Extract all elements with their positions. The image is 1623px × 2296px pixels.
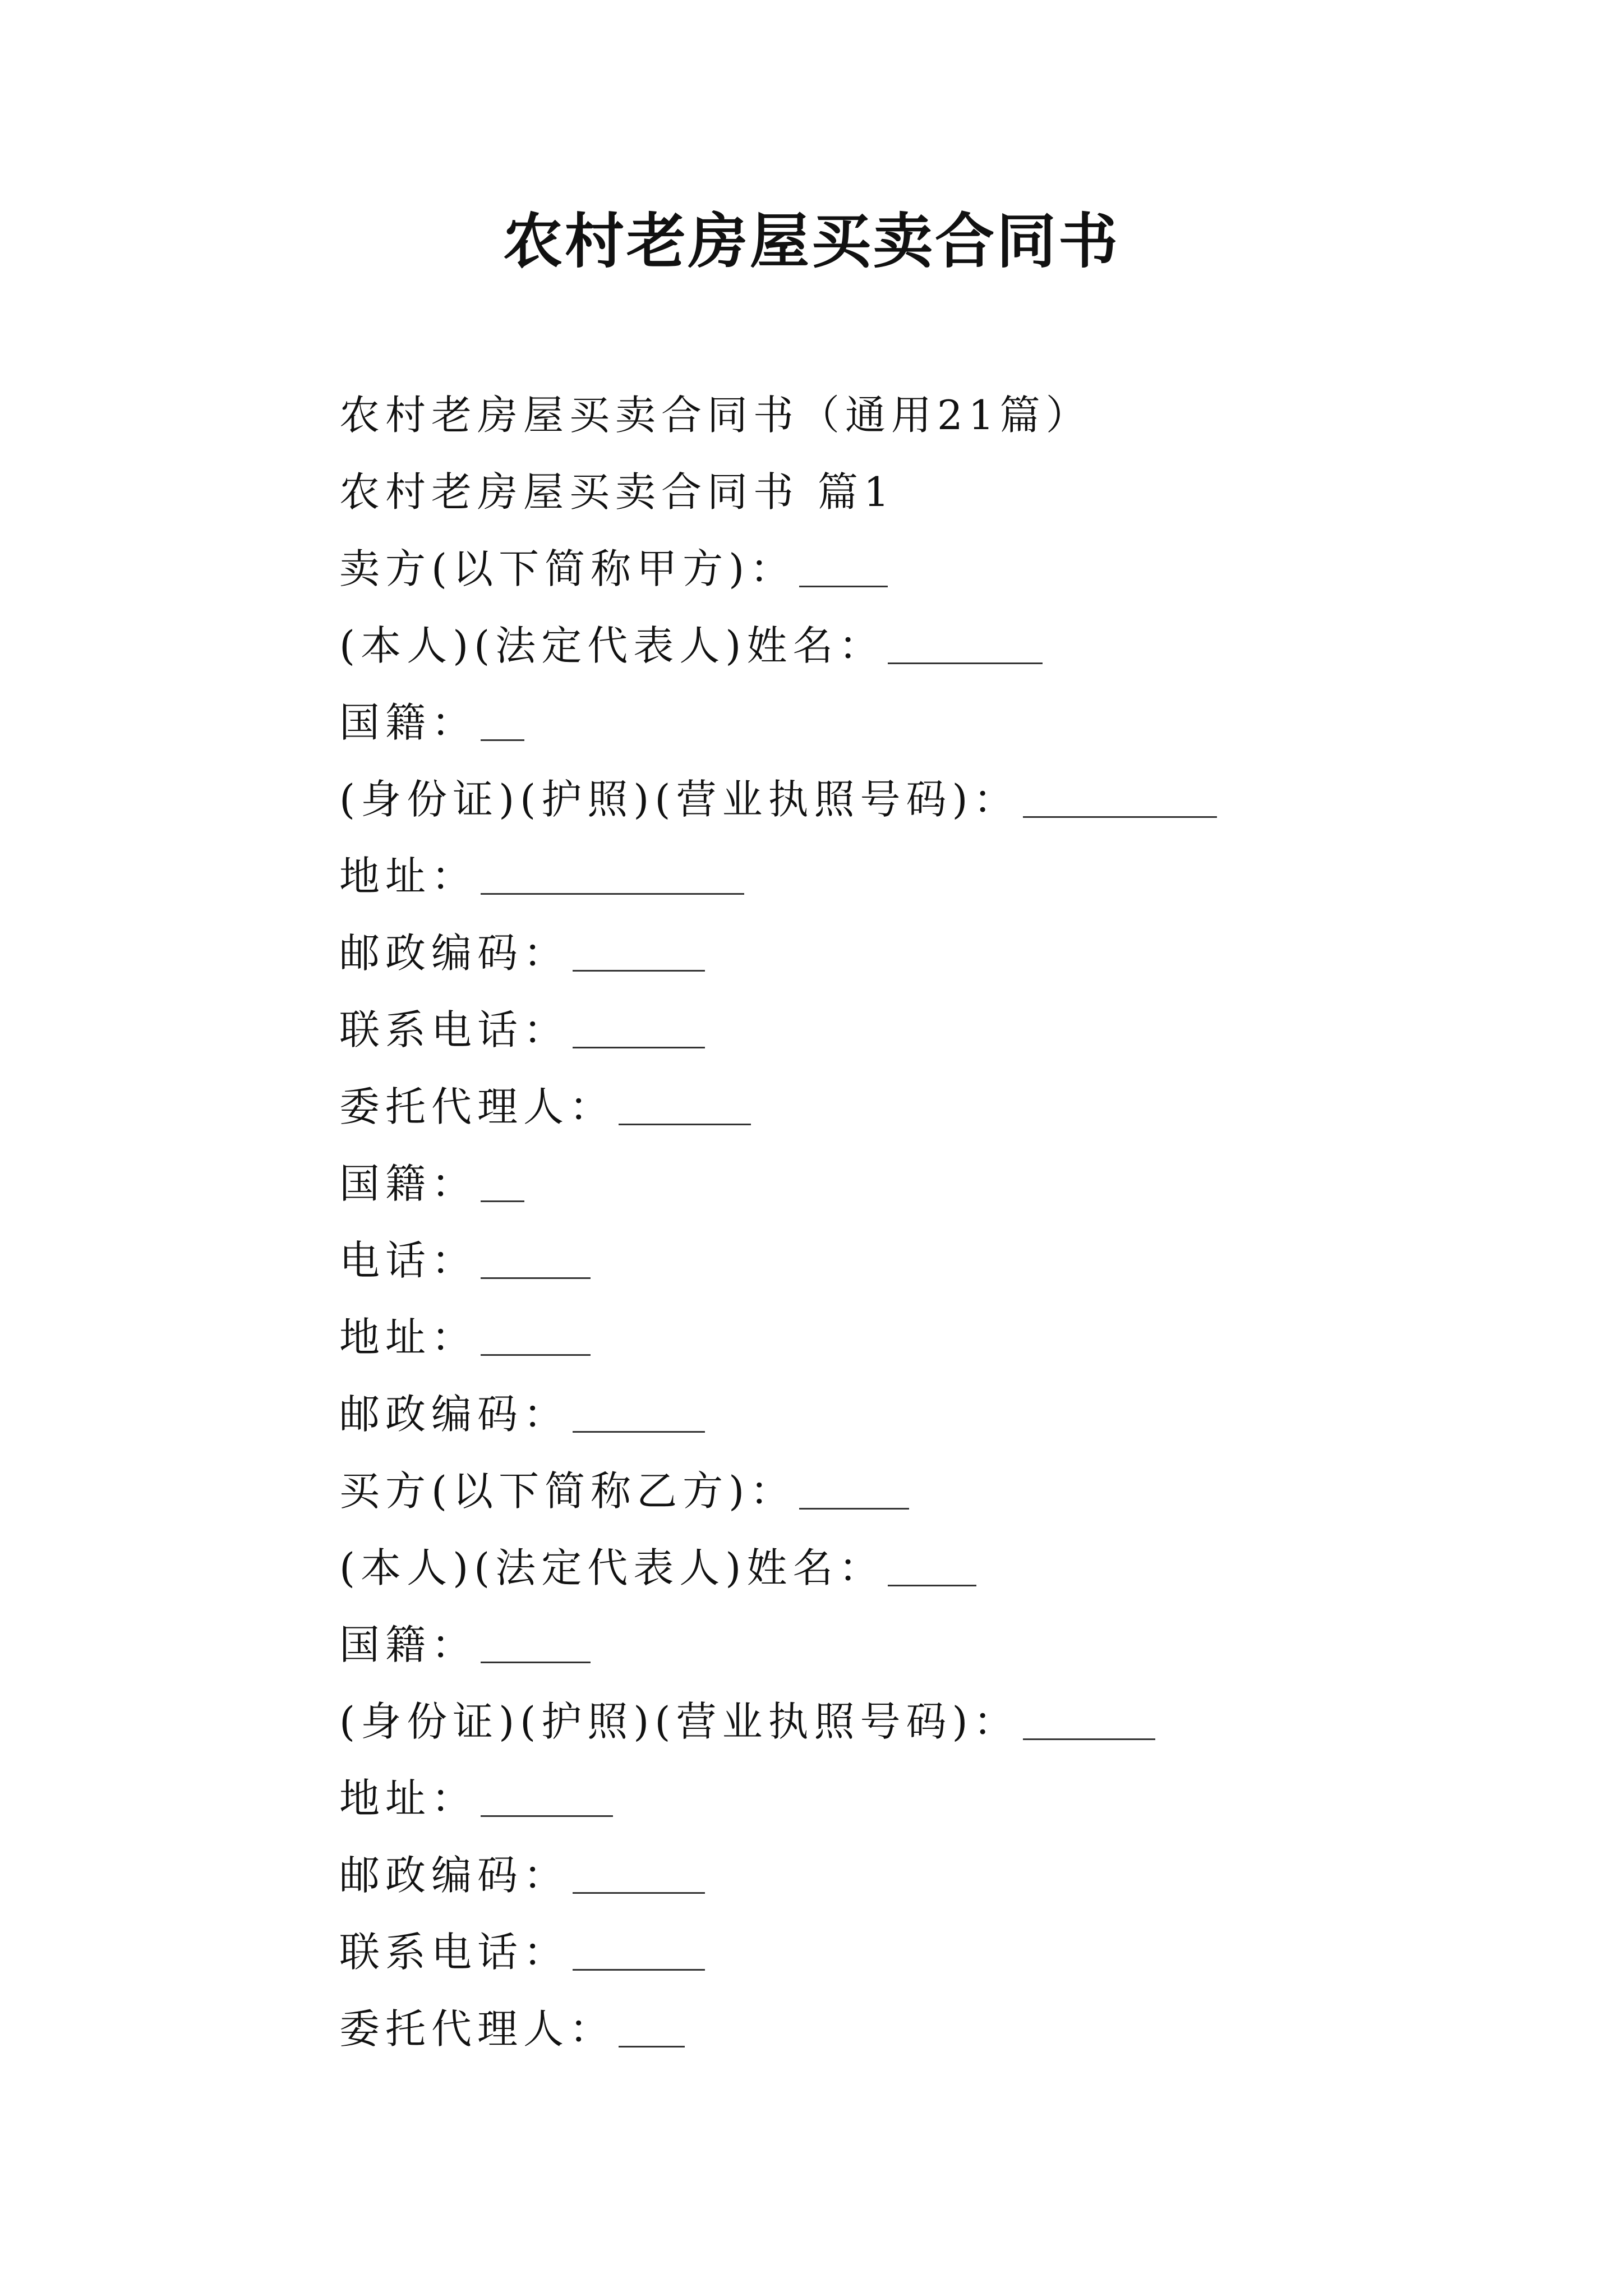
- fill-blank: [888, 1540, 976, 1586]
- fill-blank: [573, 1924, 705, 1971]
- field-label: (身份证)(护照)(营业执照号码)：: [339, 776, 1020, 823]
- fill-blank: [573, 925, 705, 972]
- document-body: [339, 377, 1517, 2068]
- seller-nationality-line: [339, 684, 1517, 761]
- seller-id-line: [339, 761, 1517, 838]
- fill-blank: [481, 694, 524, 741]
- seller-line: [339, 531, 1517, 608]
- buyer-address-line: [339, 1760, 1517, 1837]
- field-label: 邮政编码：: [339, 1852, 570, 1899]
- fill-blank: [481, 1156, 524, 1202]
- fill-blank: [1023, 771, 1217, 818]
- field-label: 国籍：: [339, 1621, 478, 1668]
- fill-blank: [573, 1847, 705, 1894]
- field-label: 联系电话：: [339, 1929, 570, 1976]
- document-title: 农村老房屋买卖合同书: [503, 206, 1120, 276]
- seller-phone-line: [339, 992, 1517, 1069]
- fill-blank: [799, 1463, 909, 1510]
- agent-phone-line: [339, 1222, 1517, 1299]
- fill-blank: [619, 1079, 751, 1125]
- seller-address-line: [339, 838, 1517, 915]
- agent-postcode-line: [339, 1376, 1517, 1453]
- field-label: 委托代理人：: [339, 1083, 616, 1130]
- field-label: 地址：: [339, 1314, 478, 1361]
- line-text: 农村老房屋买卖合同书（通用21篇）: [339, 392, 1092, 439]
- fill-blank: [619, 2001, 685, 2047]
- buyer-postcode-line: [339, 1837, 1517, 1914]
- fill-blank: [573, 1386, 705, 1433]
- field-label: (本人)(法定代表人)姓名：: [339, 622, 885, 669]
- field-label: 国籍：: [339, 699, 478, 746]
- fill-blank: [1023, 1694, 1155, 1740]
- agent-nationality-line: [339, 1145, 1517, 1222]
- field-label: 邮政编码：: [339, 930, 570, 977]
- seller-agent-line: [339, 1069, 1517, 1145]
- field-label: 地址：: [339, 1775, 478, 1822]
- fill-blank: [481, 848, 744, 895]
- agent-address-line: [339, 1299, 1517, 1376]
- field-label: 联系电话：: [339, 1006, 570, 1053]
- buyer-name-line: [339, 1530, 1517, 1607]
- buyer-id-line: [339, 1683, 1517, 1760]
- section-heading: [339, 454, 1517, 531]
- field-label: 国籍：: [339, 1160, 478, 1207]
- seller-name-line: [339, 608, 1517, 684]
- field-label: 邮政编码：: [339, 1391, 570, 1438]
- buyer-phone-line: [339, 1914, 1517, 1991]
- fill-blank: [481, 1770, 613, 1817]
- fill-blank: [799, 541, 888, 587]
- buyer-agent-line: [339, 1991, 1517, 2068]
- fill-blank: [573, 1002, 705, 1048]
- fill-blank: [481, 1309, 591, 1356]
- field-label: (身份证)(护照)(营业执照号码)：: [339, 1698, 1020, 1745]
- field-label: 委托代理人：: [339, 2005, 616, 2053]
- field-label: 地址：: [339, 853, 478, 900]
- fill-blank: [481, 1617, 591, 1663]
- seller-postcode-line: [339, 915, 1517, 992]
- subtitle-line: [339, 377, 1517, 454]
- field-label: (本人)(法定代表人)姓名：: [339, 1544, 885, 1591]
- buyer-nationality-line: [339, 1607, 1517, 1683]
- buyer-line: [339, 1453, 1517, 1530]
- field-label: 卖方(以下简称甲方)：: [339, 545, 796, 592]
- fill-blank: [888, 618, 1043, 664]
- field-label: 买方(以下简称乙方)：: [339, 1467, 796, 1515]
- field-label: 电话：: [339, 1237, 478, 1284]
- fill-blank: [481, 1232, 591, 1279]
- line-text: 农村老房屋买卖合同书 篇1: [339, 468, 895, 516]
